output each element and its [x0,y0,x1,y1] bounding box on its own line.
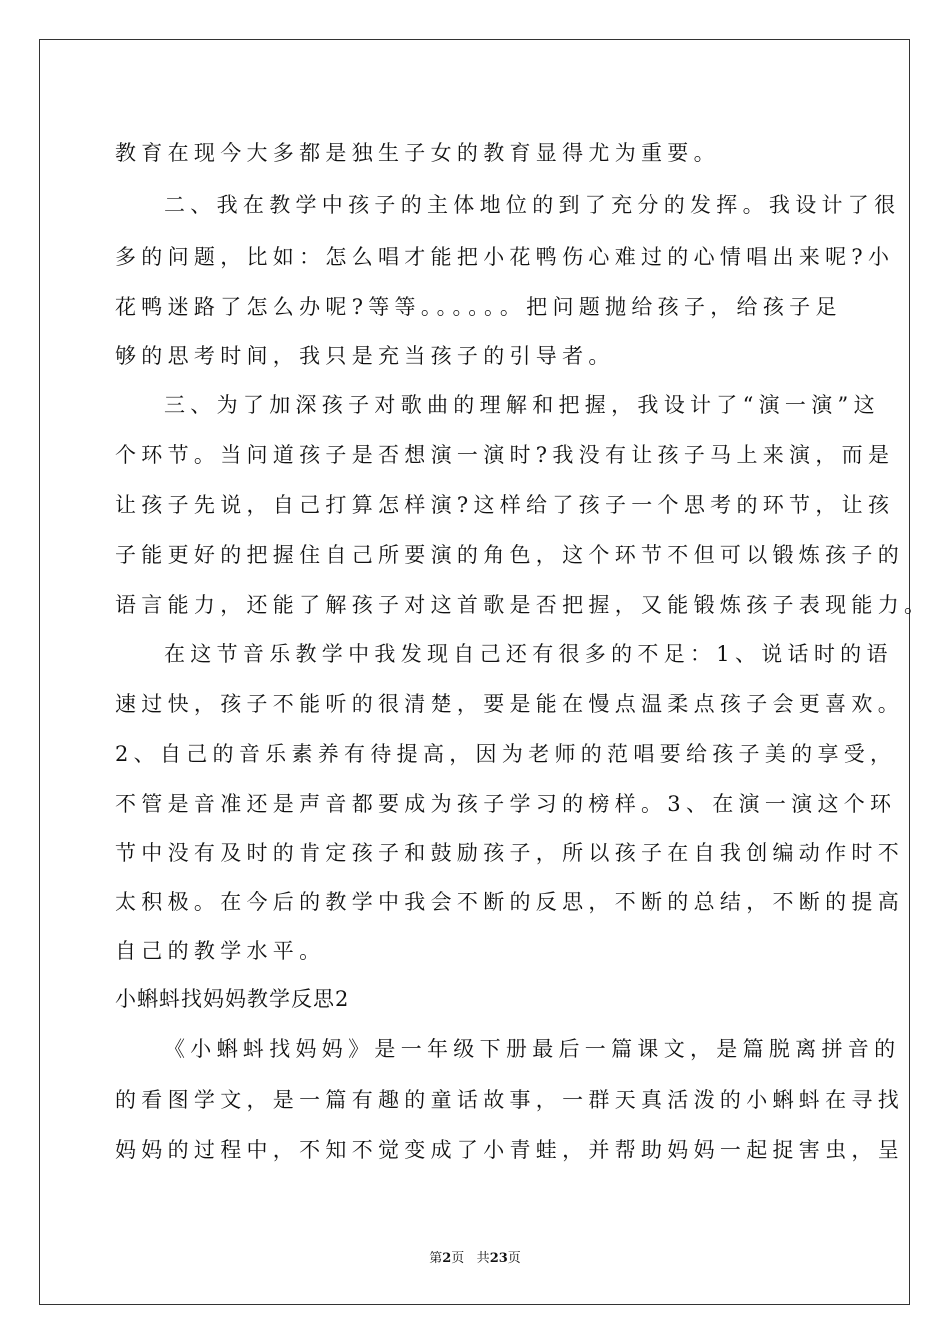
text-line: 个环节。当问道孩子是否想演一演时?我没有让孩子马上来演，而是 [115,443,895,467]
paragraph-first-line: 在这节音乐教学中我发现自己还有很多的不足：1、说话时的语 [164,642,893,666]
text-line: 子能更好的把握住自己所要演的角色，这个环节不但可以锻炼孩子的 [115,543,904,567]
text-line: 妈妈的过程中，不知不觉变成了小青蛙，并帮助妈妈一起捉害虫，呈 [115,1138,904,1162]
text-line: 2、自己的音乐素养有待提高，因为老师的范唱要给孩子美的享受， [115,742,897,766]
page-suffix: 页 [451,1251,465,1266]
page-number: 2 [442,1251,452,1266]
page-prefix: 第 [429,1251,443,1266]
text-line: 不管是音准还是声音都要成为孩子学习的榜样。3、在演一演这个环 [115,792,897,816]
paragraph-first-line: 《小蝌蚪找妈妈》是一年级下册最后一篇课文，是篇脱离拼音的 [164,1037,901,1061]
text-line: 的看图学文，是一篇有趣的童话故事，一群天真活泼的小蝌蚪在寻找 [115,1088,904,1112]
text-line: 花鸭迷路了怎么办呢?等等。。。。。。把问题抛给孩子，给孩子足 [115,295,842,319]
text-line: 让孩子先说，自己打算怎样演?这样给了孩子一个思考的环节，让孩 [115,493,895,517]
text-line: 多的问题，比如：怎么唱才能把小花鸭伤心难过的心情唱出来呢?小 [115,245,895,269]
page-footer [0,1247,950,1266]
text-line: 教育在现今大多都是独生子女的教育显得尤为重要。 [115,141,720,165]
text-line: 自己的教学水平。 [115,939,326,963]
total-suffix: 页 [507,1251,521,1266]
paragraph-first-line: 三、为了加深孩子对歌曲的理解和把握，我设计了“演一演”这 [164,393,880,417]
text-line: 速过快，孩子不能听的很清楚，要是能在慢点温柔点孩子会更喜欢。 [115,692,904,716]
page-border [39,39,910,1305]
total-prefix: 共 [476,1251,490,1266]
text-line: 语言能力，还能了解孩子对这首歌是否把握，又能锻炼孩子表现能力。 [115,593,931,617]
text-line: 太积极。在今后的教学中我会不断的反思，不断的总结，不断的提高 [115,890,904,914]
section-heading: 小蝌蚪找妈妈教学反思2 [115,987,350,1011]
paragraph-first-line: 二、我在教学中孩子的主体地位的到了充分的发挥。我设计了很 [164,193,901,217]
total-pages: 23 [489,1251,508,1266]
text-line: 够的思考时间，我只是充当孩子的引导者。 [115,344,615,368]
text-line: 节中没有及时的肯定孩子和鼓励孩子，所以孩子在自我创编动作时不 [115,841,904,865]
